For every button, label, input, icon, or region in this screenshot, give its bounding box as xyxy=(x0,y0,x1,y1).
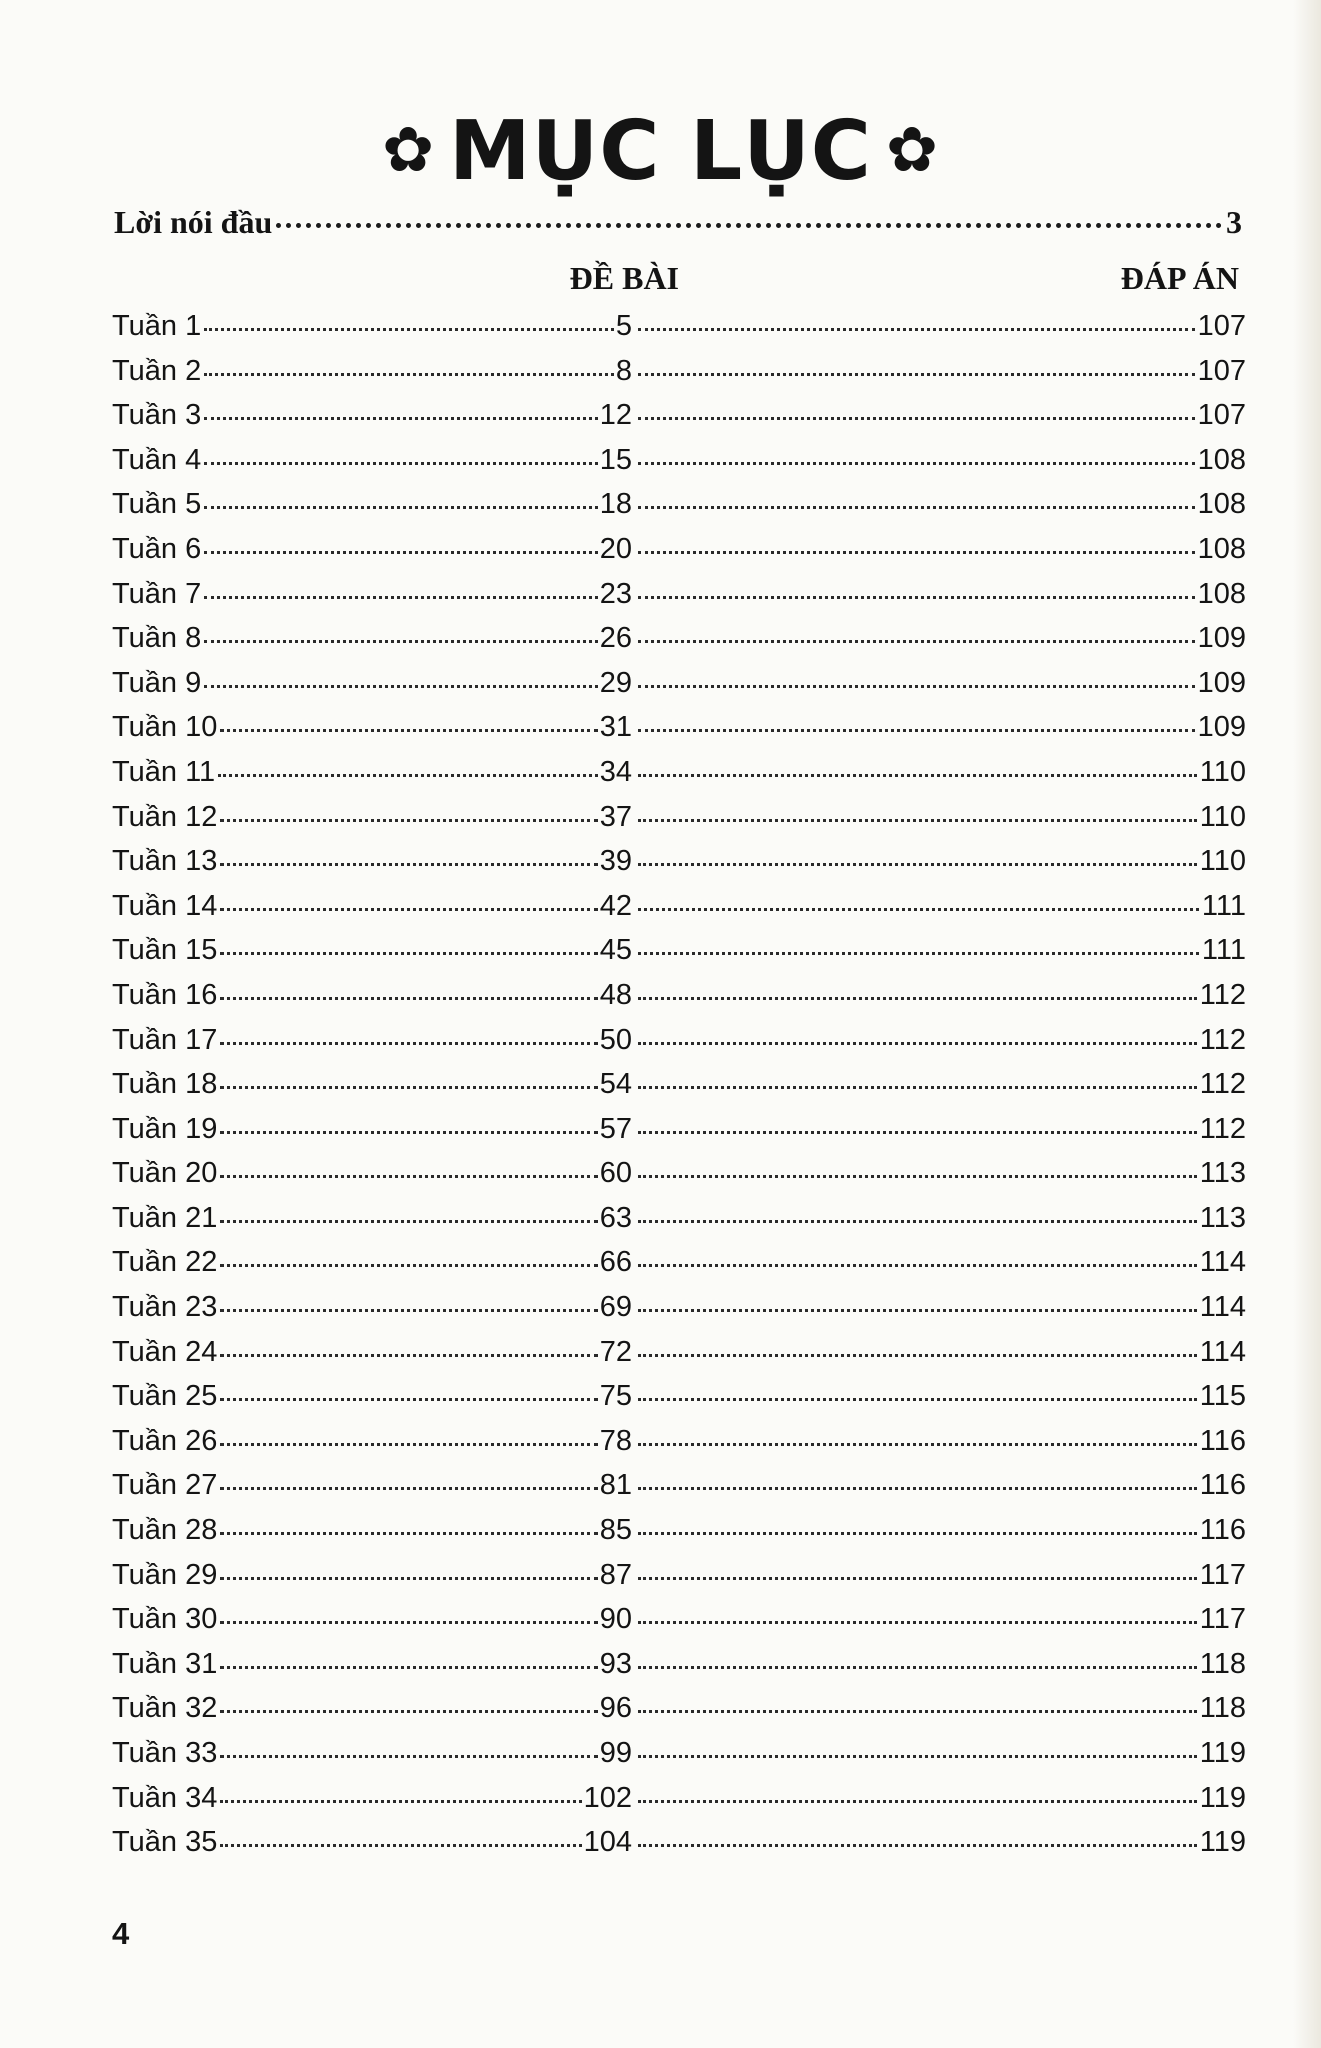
toc-entry-de-bai-page: 60 xyxy=(599,1157,632,1190)
toc-entry xyxy=(112,977,1246,1022)
toc-entry-label: Tuần 22 xyxy=(112,1246,218,1279)
toc-entry-dap-an-page: 112 xyxy=(1199,1023,1246,1056)
toc-entry-dap-an-page: 108 xyxy=(1197,488,1246,521)
dot-leader xyxy=(638,1042,1197,1045)
toc-entry-label: Tuần 3 xyxy=(112,399,202,432)
toc-entry xyxy=(112,620,1246,665)
dot-leader xyxy=(204,506,598,509)
dot-leader xyxy=(638,997,1197,1000)
dot-leader xyxy=(638,685,1195,688)
dot-leader xyxy=(220,1844,581,1847)
toc-entry-de-bai-page: 23 xyxy=(599,577,632,610)
dot-leader xyxy=(220,1175,597,1178)
toc-entry-dap-an-page: 107 xyxy=(1197,399,1246,432)
dot-leader xyxy=(204,417,598,420)
dot-leader xyxy=(638,373,1195,376)
dot-leader xyxy=(204,462,598,465)
dot-leader xyxy=(220,1042,597,1045)
toc-entry-dap-an-page: 115 xyxy=(1199,1380,1246,1413)
toc-entry-dap-an-page: 119 xyxy=(1199,1737,1246,1769)
dot-leader xyxy=(220,1621,597,1624)
column-header-dap-an: ĐÁP ÁN xyxy=(1120,260,1239,296)
dot-leader xyxy=(638,774,1197,777)
toc-entry-de-bai-page: 12 xyxy=(599,399,632,432)
dot-leader xyxy=(204,596,598,599)
toc-entry-de-bai-page: 81 xyxy=(599,1469,632,1502)
toc-entry xyxy=(112,576,1246,621)
toc-entry-de-bai-page: 96 xyxy=(599,1692,632,1725)
toc-entry-dap-an-page: 109 xyxy=(1197,711,1246,744)
dot-leader xyxy=(218,774,598,777)
dot-leader xyxy=(220,1309,597,1312)
toc-entry-dap-an-page: 116 xyxy=(1199,1514,1246,1547)
dot-leader xyxy=(638,551,1195,554)
toc-entry xyxy=(112,531,1246,576)
toc-entry-de-bai-page: 31 xyxy=(599,711,632,744)
dot-leader xyxy=(638,1443,1197,1446)
dot-leader xyxy=(220,1354,597,1357)
toc-entry xyxy=(112,1557,1246,1602)
toc-entry-label: Tuần 15 xyxy=(112,934,218,967)
toc-entry-de-bai-page: 45 xyxy=(599,934,632,967)
toc-entry xyxy=(112,1111,1246,1156)
toc-entry xyxy=(112,1646,1246,1691)
dot-leader xyxy=(220,1710,597,1713)
dot-leader xyxy=(638,1131,1197,1134)
dot-leader xyxy=(204,551,598,554)
toc-entry-label: Tuần 5 xyxy=(112,488,202,521)
dot-leader xyxy=(220,1755,597,1758)
toc-entry-label: Tuần 2 xyxy=(112,354,202,387)
dot-leader xyxy=(204,373,614,376)
toc-entry-de-bai-page: 37 xyxy=(599,800,632,833)
toc-entry-dap-an-page: 113 xyxy=(1199,1201,1246,1234)
toc-entry-de-bai-page: 34 xyxy=(599,755,632,788)
toc-entry-de-bai-page: 20 xyxy=(599,532,632,565)
toc-entry-label: Tuần 14 xyxy=(112,889,218,922)
toc-entry-dap-an-page: 116 xyxy=(1199,1469,1246,1502)
page-title-text: MỤC LỤC xyxy=(449,104,872,199)
toc-entry-dap-an-page: 109 xyxy=(1197,622,1246,655)
toc-entry-de-bai-page: 87 xyxy=(599,1558,632,1591)
page-edge-shadow xyxy=(1293,0,1321,2048)
toc-entry-label: Tuần 35 xyxy=(112,1826,218,1859)
toc-entry-dap-an-page: 118 xyxy=(1199,1647,1246,1680)
toc-entry-de-bai-page: 99 xyxy=(599,1737,632,1769)
toc-entry xyxy=(112,1824,1246,1869)
toc-entry-label: Tuần 12 xyxy=(112,800,218,833)
dot-leader xyxy=(638,1220,1197,1223)
dot-leader xyxy=(638,596,1195,599)
toc-entry-label: Tuần 26 xyxy=(112,1424,218,1457)
toc-entry-dap-an-page: 112 xyxy=(1199,1112,1246,1145)
toc-entry xyxy=(112,888,1246,933)
toc-entry-label: Tuần 13 xyxy=(112,845,218,878)
toc-entry-de-bai-page: 48 xyxy=(599,978,632,1011)
toc-entry-de-bai-page: 26 xyxy=(599,622,632,655)
toc-entry xyxy=(112,1467,1246,1512)
dot-leader xyxy=(220,729,597,732)
toc-entry-de-bai-page: 5 xyxy=(615,310,632,342)
toc-entry-dap-an-page: 114 xyxy=(1199,1246,1246,1279)
toc-entry xyxy=(112,442,1246,487)
dot-leader xyxy=(638,1175,1197,1178)
toc-entry xyxy=(112,1334,1246,1379)
page-number: 4 xyxy=(112,1916,130,1951)
toc-entry xyxy=(112,1066,1246,1111)
toc-entry-dap-an-page: 117 xyxy=(1199,1603,1246,1636)
dot-leader xyxy=(204,640,598,643)
toc-entry-de-bai-page: 63 xyxy=(599,1201,632,1234)
toc-entry-label: Tuần 34 xyxy=(112,1781,218,1814)
toc-entry-dap-an-page: 113 xyxy=(1199,1157,1246,1190)
dot-leader xyxy=(220,1800,581,1803)
toc-entry-label: Tuần 17 xyxy=(112,1023,218,1056)
dot-leader xyxy=(638,952,1199,955)
dot-leader xyxy=(638,417,1195,420)
column-header-de-bai: ĐỀ BÀI xyxy=(569,260,679,296)
toc-entry-label: Tuần 32 xyxy=(112,1692,218,1725)
toc-entry-de-bai-page: 66 xyxy=(599,1246,632,1279)
toc-entry-label: Tuần 16 xyxy=(112,978,218,1011)
toc-entry xyxy=(112,308,1246,353)
toc-entry-de-bai-page: 42 xyxy=(599,889,632,922)
toc-entry-dap-an-page: 112 xyxy=(1199,1068,1246,1101)
toc-entry-de-bai-page: 75 xyxy=(599,1380,632,1413)
toc-entry-label: Tuần 18 xyxy=(112,1068,218,1101)
dot-leader xyxy=(638,1800,1197,1803)
dot-leader xyxy=(638,462,1195,465)
dot-leader xyxy=(220,1086,597,1089)
dot-leader xyxy=(638,1398,1197,1401)
page-title xyxy=(0,100,1321,202)
dot-leader xyxy=(220,863,597,866)
dot-leader xyxy=(638,1532,1197,1535)
toc-entry xyxy=(112,397,1246,442)
dot-leader xyxy=(204,685,598,688)
toc-entry xyxy=(112,665,1246,710)
toc-entry-de-bai-page: 69 xyxy=(599,1291,632,1324)
toc-entry-de-bai-page: 102 xyxy=(583,1781,632,1814)
toc-entry-dap-an-page: 117 xyxy=(1199,1558,1246,1591)
toc-entry-label: Tuần 24 xyxy=(112,1335,218,1368)
toc-entry-label: Tuần 28 xyxy=(112,1514,218,1547)
toc-entry-dap-an-page: 111 xyxy=(1201,889,1246,922)
toc-list xyxy=(112,308,1246,1869)
toc-entry xyxy=(112,843,1246,888)
toc-entry-label: Tuần 27 xyxy=(112,1469,218,1502)
toc-entry-dap-an-page: 114 xyxy=(1199,1335,1246,1368)
toc-entry-de-bai-page: 93 xyxy=(599,1647,632,1680)
toc-entry-label: Tuần 9 xyxy=(112,666,202,699)
toc-entry xyxy=(112,754,1246,799)
toc-entry xyxy=(112,1378,1246,1423)
toc-entry xyxy=(112,1200,1246,1245)
toc-entry xyxy=(112,1423,1246,1468)
dot-leader xyxy=(638,1577,1197,1580)
toc-entry-label: Tuần 33 xyxy=(112,1737,218,1769)
dot-leader xyxy=(638,1710,1197,1713)
flower-icon: ✿ xyxy=(885,113,939,186)
toc-entry-label: Tuần 11 xyxy=(112,755,216,788)
dot-leader xyxy=(220,1264,597,1267)
toc-entry-label: Tuần 21 xyxy=(112,1201,218,1234)
dot-leader xyxy=(220,1666,597,1669)
toc-entry-label: Tuần 31 xyxy=(112,1647,218,1680)
toc-entry-de-bai-page: 8 xyxy=(615,354,632,387)
toc-entry xyxy=(112,1512,1246,1557)
toc-entry xyxy=(112,1780,1246,1825)
toc-entry-de-bai-page: 72 xyxy=(599,1335,632,1368)
dot-leader xyxy=(220,1398,597,1401)
toc-entry xyxy=(112,1690,1246,1735)
dot-leader xyxy=(638,1755,1197,1758)
dot-leader xyxy=(638,1309,1197,1312)
toc-entry-dap-an-page: 119 xyxy=(1199,1781,1246,1814)
toc-entry-dap-an-page: 111 xyxy=(1201,934,1246,967)
preface-label: Lời nói đầu xyxy=(114,204,273,240)
dot-leader xyxy=(638,1487,1197,1490)
dot-leader xyxy=(638,863,1197,866)
toc-entry-label: Tuần 7 xyxy=(112,577,202,610)
toc-entry-dap-an-page: 118 xyxy=(1199,1692,1246,1725)
toc-entry-de-bai-page: 39 xyxy=(599,845,632,878)
toc-entry xyxy=(112,1735,1246,1780)
dot-leader xyxy=(638,640,1195,643)
dot-leader xyxy=(276,223,1222,228)
dot-leader xyxy=(220,1220,597,1223)
dot-leader xyxy=(220,1577,597,1580)
toc-entry-dap-an-page: 110 xyxy=(1199,800,1246,833)
dot-leader xyxy=(220,952,597,955)
toc-entry-dap-an-page: 110 xyxy=(1199,755,1246,788)
dot-leader xyxy=(638,1621,1197,1624)
toc-entry-label: Tuần 23 xyxy=(112,1291,218,1324)
toc-entry xyxy=(112,799,1246,844)
toc-entry-label: Tuần 25 xyxy=(112,1380,218,1413)
dot-leader xyxy=(638,729,1195,732)
dot-leader xyxy=(638,908,1199,911)
toc-entry-dap-an-page: 116 xyxy=(1199,1424,1246,1457)
toc-entry-dap-an-page: 108 xyxy=(1197,532,1246,565)
toc-entry-de-bai-page: 50 xyxy=(599,1023,632,1056)
dot-leader xyxy=(220,1487,597,1490)
toc-entry xyxy=(112,1601,1246,1646)
toc-entry-label: Tuần 4 xyxy=(112,443,202,476)
preface-page: 3 xyxy=(1226,204,1242,240)
toc-entry-label: Tuần 20 xyxy=(112,1157,218,1190)
dot-leader xyxy=(638,1354,1197,1357)
toc-entry-label: Tuần 1 xyxy=(112,310,202,342)
toc-entry-de-bai-page: 85 xyxy=(599,1514,632,1547)
toc-entry-label: Tuần 8 xyxy=(112,622,202,655)
toc-entry-de-bai-page: 78 xyxy=(599,1424,632,1457)
toc-entry xyxy=(112,709,1246,754)
dot-leader xyxy=(220,1532,597,1535)
toc-entry-label: Tuần 10 xyxy=(112,711,218,744)
toc-entry-dap-an-page: 114 xyxy=(1199,1291,1246,1324)
toc-entry-de-bai-page: 15 xyxy=(599,443,632,476)
toc-entry-dap-an-page: 108 xyxy=(1197,443,1246,476)
dot-leader xyxy=(638,1264,1197,1267)
dot-leader xyxy=(204,328,614,331)
dot-leader xyxy=(220,819,597,822)
toc-entry xyxy=(112,353,1246,398)
toc-entry-preface xyxy=(114,202,1242,242)
dot-leader xyxy=(638,1844,1197,1847)
toc-entry xyxy=(112,1244,1246,1289)
dot-leader xyxy=(638,1666,1197,1669)
toc-entry-de-bai-page: 54 xyxy=(599,1068,632,1101)
toc-entry-dap-an-page: 109 xyxy=(1197,666,1246,699)
toc-entry xyxy=(112,1289,1246,1334)
toc-entry-dap-an-page: 110 xyxy=(1199,845,1246,878)
dot-leader xyxy=(220,997,597,1000)
toc-entry-de-bai-page: 104 xyxy=(583,1826,632,1859)
dot-leader xyxy=(638,819,1197,822)
toc-entry xyxy=(112,1022,1246,1067)
toc-entry-de-bai-page: 29 xyxy=(599,666,632,699)
dot-leader xyxy=(220,908,597,911)
toc-entry-label: Tuần 19 xyxy=(112,1112,218,1145)
toc-entry-dap-an-page: 108 xyxy=(1197,577,1246,610)
toc-entry xyxy=(112,486,1246,531)
dot-leader xyxy=(638,1086,1197,1089)
toc-entry xyxy=(112,932,1246,977)
dot-leader xyxy=(638,328,1195,331)
toc-entry xyxy=(112,1155,1246,1200)
toc-entry-de-bai-page: 90 xyxy=(599,1603,632,1636)
toc-entry-label: Tuần 6 xyxy=(112,532,202,565)
dot-leader xyxy=(220,1443,597,1446)
toc-entry-dap-an-page: 112 xyxy=(1199,978,1246,1011)
dot-leader xyxy=(638,506,1195,509)
flower-icon: ✿ xyxy=(382,113,436,186)
toc-entry-de-bai-page: 57 xyxy=(599,1112,632,1145)
toc-entry-label: Tuần 30 xyxy=(112,1603,218,1636)
toc-entry-dap-an-page: 107 xyxy=(1197,354,1246,387)
toc-entry-de-bai-page: 18 xyxy=(599,488,632,521)
dot-leader xyxy=(220,1131,597,1134)
toc-entry-label: Tuần 29 xyxy=(112,1558,218,1591)
toc-entry-dap-an-page: 119 xyxy=(1199,1826,1246,1859)
toc-entry-dap-an-page: 107 xyxy=(1197,310,1246,342)
